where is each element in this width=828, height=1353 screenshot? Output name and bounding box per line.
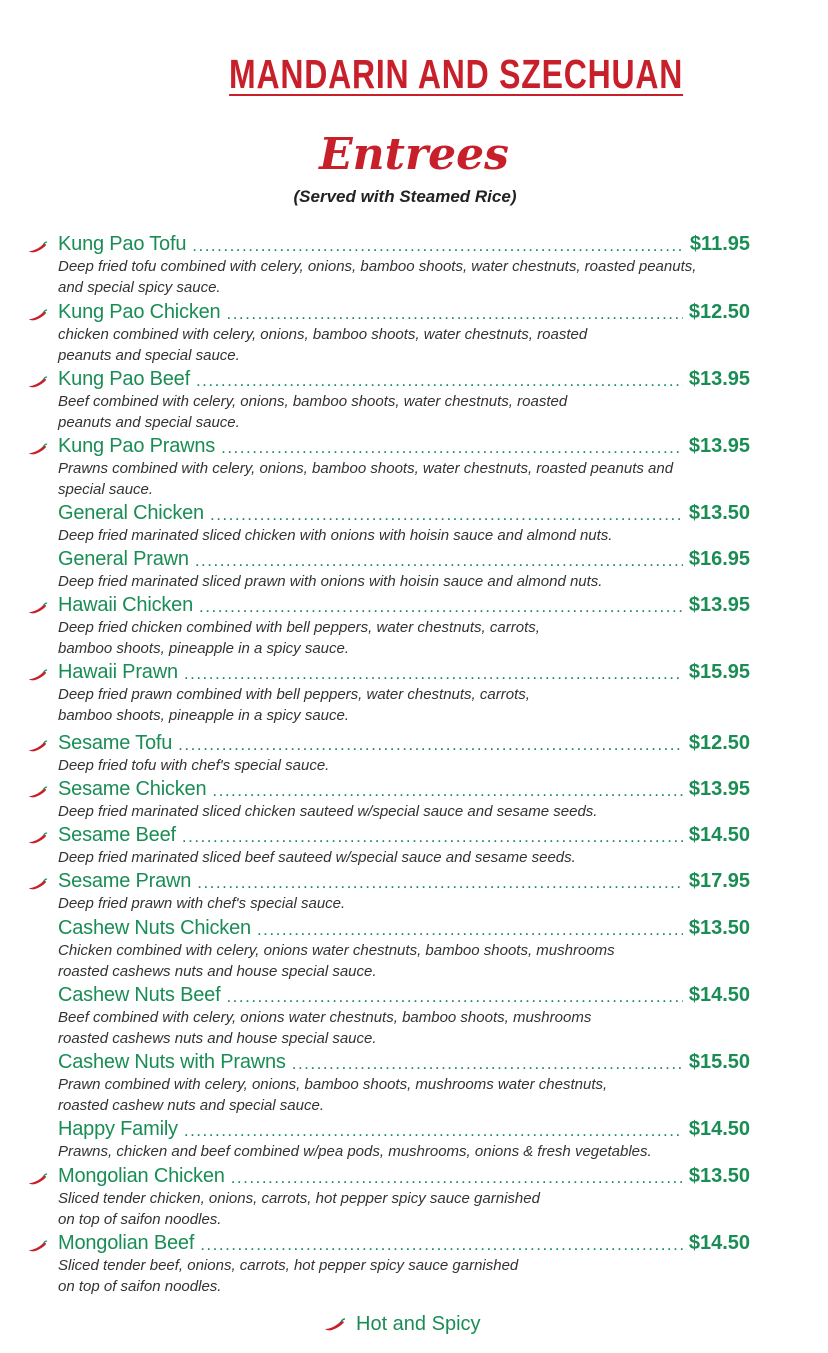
item-description: Deep fried marinated sliced beef sauteed w/special sauce and sesame seeds. — [58, 849, 576, 866]
item-title-row — [58, 301, 750, 324]
item-description: Prawns combined with celery, onions, bamboo shoots, water chestnuts, roasted peanuts and — [58, 460, 674, 477]
item-price: $13.95 — [688, 435, 750, 457]
item-description: Chicken combined with celery, onions water chestnuts, bamboo shoots, mushrooms — [58, 942, 615, 959]
dot-leader — [221, 438, 683, 458]
item-description: Beef combined with celery, onions, bamboo shoots, water chestnuts, roasted — [58, 393, 568, 410]
dot-leader — [192, 236, 684, 256]
dot-leader — [210, 505, 683, 525]
item-title-row — [58, 1051, 750, 1074]
item-description: Deep fried prawn with chef's special sauce. — [58, 895, 346, 912]
item-description: Deep fried marinated sliced chicken sauteed w/special sauce and sesame seeds. — [58, 803, 598, 820]
item-title-row — [58, 984, 750, 1007]
item-description: Deep fried marinated sliced prawn with onions with hoisin sauce and almond nuts. — [58, 573, 603, 590]
item-name: Kung Pao Chicken — [58, 301, 221, 323]
dot-leader — [212, 781, 682, 801]
chili-pepper-icon — [28, 669, 48, 681]
item-name: General Prawn — [58, 548, 189, 570]
item-description: Prawns, chicken and beef combined w/pea pods, mushrooms, onions & fresh vegetables. — [58, 1143, 652, 1160]
item-price: $13.50 — [688, 917, 750, 939]
item-title-row — [58, 778, 750, 801]
menu-item — [58, 870, 750, 914]
menu-item — [58, 548, 750, 592]
dot-leader — [184, 664, 683, 684]
chili-pepper-icon — [28, 241, 48, 253]
item-title-row — [58, 1165, 750, 1188]
item-price: $16.95 — [688, 548, 750, 570]
item-description: special sauce. — [58, 481, 154, 498]
menu-item — [58, 435, 750, 500]
item-description: Deep fried tofu with chef's special sauce. — [58, 757, 330, 774]
dot-leader — [257, 920, 683, 940]
item-price: $14.50 — [688, 1232, 750, 1254]
chili-pepper-icon — [28, 1173, 48, 1185]
legend-label: Hot and Spicy — [356, 1313, 481, 1335]
item-name: General Chicken — [58, 502, 204, 524]
item-title-row — [58, 870, 750, 893]
item-description: Sliced tender chicken, onions, carrots, hot pepper spicy sauce garnished — [58, 1190, 540, 1207]
item-description: Deep fried prawn combined with bell peppers, water chestnuts, carrots, — [58, 686, 530, 703]
menu-item — [58, 732, 750, 776]
item-description: and special spicy sauce. — [58, 279, 221, 296]
item-description: peanuts and special sauce. — [58, 347, 240, 364]
item-name: Happy Family — [58, 1118, 178, 1140]
menu-item — [58, 778, 750, 822]
chili-pepper-icon — [28, 376, 48, 388]
item-description: peanuts and special sauce. — [58, 414, 240, 431]
item-price: $13.95 — [688, 368, 750, 390]
item-price: $14.50 — [688, 1118, 750, 1140]
dot-leader — [231, 1168, 683, 1188]
chili-pepper-icon — [28, 740, 48, 752]
item-title-row — [58, 732, 750, 755]
item-title-row — [58, 594, 750, 617]
item-name: Kung Pao Tofu — [58, 233, 187, 255]
item-name: Mongolian Chicken — [58, 1165, 225, 1187]
dot-leader — [226, 987, 682, 1007]
item-price: $15.95 — [688, 661, 750, 683]
dot-leader — [226, 304, 682, 324]
item-description: chicken combined with celery, onions, bamboo shoots, water chestnuts, roasted — [58, 326, 588, 343]
item-description: roasted cashews nuts and house special sauce. — [58, 963, 377, 980]
item-title-row — [58, 661, 750, 684]
item-title-row — [58, 1118, 750, 1141]
item-description: Prawn combined with celery, onions, bamboo shoots, mushrooms water chestnuts, — [58, 1076, 608, 1093]
menu-item — [58, 661, 750, 726]
item-price: $14.50 — [688, 984, 750, 1006]
dot-leader — [178, 735, 683, 755]
item-description: Beef combined with celery, onions water chestnuts, bamboo shoots, mushrooms — [58, 1009, 592, 1026]
dot-leader — [196, 371, 683, 391]
menu-item — [58, 1051, 750, 1116]
item-title-row — [58, 917, 750, 940]
menu-item — [58, 502, 750, 546]
menu-item — [58, 594, 750, 659]
item-price: $12.50 — [688, 301, 750, 323]
item-name: Sesame Beef — [58, 824, 176, 846]
menu-item — [58, 917, 750, 982]
menu-item — [58, 824, 750, 868]
item-price: $11.95 — [689, 233, 750, 255]
item-title-row — [58, 233, 750, 256]
menu-item — [58, 233, 750, 298]
item-description: Deep fried marinated sliced chicken with onions with hoisin sauce and almond nuts. — [58, 527, 613, 544]
item-description: Sliced tender beef, onions, carrots, hot pepper spicy sauce garnished — [58, 1257, 519, 1274]
dot-leader — [197, 873, 683, 893]
chili-pepper-icon — [28, 443, 48, 455]
chili-pepper-icon — [28, 786, 48, 798]
item-name: Mongolian Beef — [58, 1232, 195, 1254]
item-name: Hawaii Chicken — [58, 594, 194, 616]
item-price: $13.95 — [688, 778, 750, 800]
chili-pepper-icon — [28, 878, 48, 890]
item-price: $13.50 — [688, 1165, 750, 1187]
item-price: $12.50 — [688, 732, 750, 754]
menu-item — [58, 1232, 750, 1297]
restaurant-name: MANDARIN AND SZECHUAN — [229, 51, 684, 97]
chili-pepper-icon — [28, 1240, 48, 1252]
item-description: on top of saifon noodles. — [58, 1278, 222, 1295]
item-name: Cashew Nuts with Prawns — [58, 1051, 286, 1073]
item-price: $13.95 — [688, 594, 750, 616]
item-name: Kung Pao Prawns — [58, 435, 216, 457]
dot-leader — [182, 827, 683, 847]
dot-leader — [184, 1121, 683, 1141]
chili-pepper-icon — [28, 602, 48, 614]
item-description: Deep fried tofu combined with celery, onions, bamboo shoots, water chestnuts, roasted peanuts, — [58, 258, 697, 275]
section-title: Entrees — [319, 129, 509, 180]
item-description: Deep fried chicken combined with bell peppers, water chestnuts, carrots, — [58, 619, 540, 636]
menu-item — [58, 1165, 750, 1230]
menu-item — [58, 984, 750, 1049]
item-title-row — [58, 435, 750, 458]
chili-pepper-icon — [324, 1318, 346, 1331]
dot-leader — [292, 1054, 683, 1074]
item-name: Cashew Nuts Beef — [58, 984, 221, 1006]
item-name: Kung Pao Beef — [58, 368, 190, 390]
item-price: $13.50 — [688, 502, 750, 524]
item-name: Sesame Chicken — [58, 778, 207, 800]
menu-item — [58, 301, 750, 366]
chili-pepper-icon — [28, 832, 48, 844]
item-price: $15.50 — [688, 1051, 750, 1073]
menu-item — [58, 1118, 750, 1162]
item-price: $14.50 — [688, 824, 750, 846]
item-title-row — [58, 1232, 750, 1255]
dot-leader — [199, 597, 683, 617]
item-name: Sesame Prawn — [58, 870, 192, 892]
menu-item — [58, 368, 750, 433]
item-title-row — [58, 368, 750, 391]
chili-pepper-icon — [28, 309, 48, 321]
legend — [324, 1313, 481, 1336]
item-name: Cashew Nuts Chicken — [58, 917, 251, 939]
item-title-row — [58, 548, 750, 571]
item-description: bamboo shoots, pineapple in a spicy sauce. — [58, 707, 350, 724]
item-name: Sesame Tofu — [58, 732, 173, 754]
item-title-row — [58, 824, 750, 847]
dot-leader — [195, 551, 683, 571]
dot-leader — [200, 1235, 683, 1255]
item-description: bamboo shoots, pineapple in a spicy sauce. — [58, 640, 350, 657]
item-name: Hawaii Prawn — [58, 661, 178, 683]
item-price: $17.95 — [688, 870, 750, 892]
item-description: on top of saifon noodles. — [58, 1211, 222, 1228]
item-description: roasted cashew nuts and special sauce. — [58, 1097, 324, 1114]
item-description: roasted cashews nuts and house special sauce. — [58, 1030, 377, 1047]
section-subtitle: (Served with Steamed Rice) — [293, 187, 517, 206]
item-title-row — [58, 502, 750, 525]
